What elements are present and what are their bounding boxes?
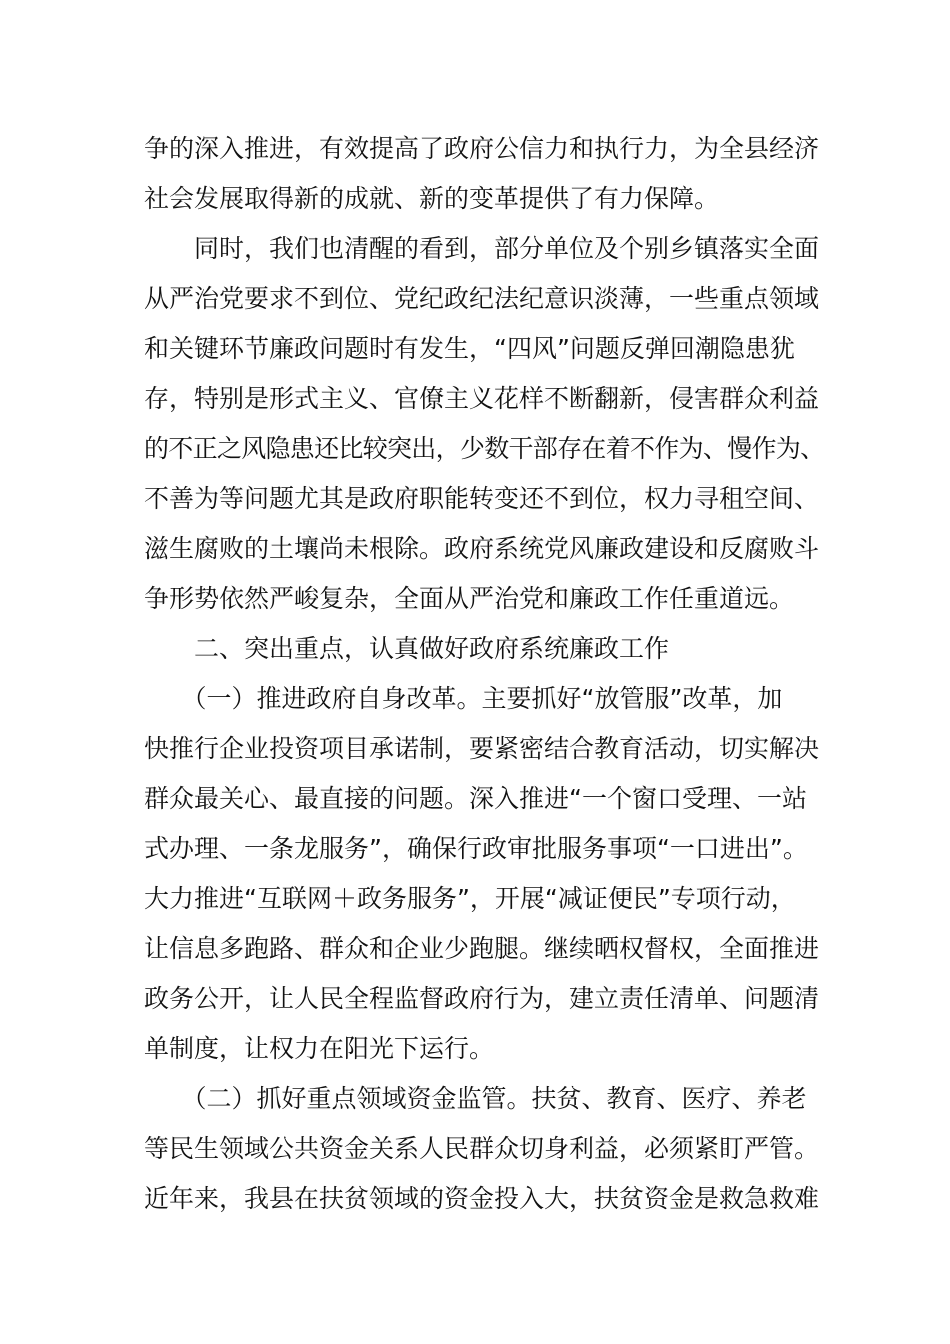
text-line: 让信息多跑路、群众和企业少跑腿。继续晒权督权，全面推进 [144, 934, 820, 963]
text-line: （二）抓好重点领域资金监管。扶贫、教育、医疗、养老 [144, 1084, 807, 1113]
text-line: 不善为等问题尤其是政府职能转变还不到位，权力寻租空间、 [144, 484, 820, 513]
text-line: 政务公开，让人民全程监督政府行为，建立责任清单、问题清 [144, 984, 820, 1013]
text-line: 近年来，我县在扶贫领域的资金投入大，扶贫资金是救急救难 [144, 1184, 820, 1213]
text-line: 存，特别是形式主义、官僚主义花样不断翻新，侵害群众利益 [144, 384, 820, 413]
text-line: 快推行企业投资项目承诺制，要紧密结合教育活动，切实解决 [144, 734, 820, 763]
text-line: 同时，我们也清醒的看到，部分单位及个别乡镇落实全面 [144, 234, 820, 263]
text-line: 争形势依然严峻复杂，全面从严治党和廉政工作任重道远。 [144, 584, 795, 613]
text-line: 争的深入推进，有效提高了政府公信力和执行力，为全县经济 [144, 134, 820, 163]
text-line: 社会发展取得新的成就、新的变革提供了有力保障。 [144, 184, 720, 213]
text-line: 式办理、一条龙服务”，确保行政审批服务事项“一口进出”。 [144, 834, 808, 863]
text-line: 和关键环节廉政问题时有发生，“四风”问题反弹回潮隐患犹 [144, 334, 795, 363]
text-line: 的不正之风隐患还比较突出，少数干部存在着不作为、慢作为、 [144, 434, 825, 463]
text-line: 从严治党要求不到位、党纪政纪法纪意识淡薄，一些重点领域 [144, 284, 820, 313]
section-heading: 二、突出重点，认真做好政府系统廉政工作 [144, 634, 670, 663]
text-line: 单制度，让权力在阳光下运行。 [144, 1034, 495, 1063]
text-line: 滋生腐败的土壤尚未根除。政府系统党风廉政建设和反腐败斗 [144, 534, 820, 563]
text-line: 大力推进“互联网＋政务服务”，开展“减证便民”专项行动， [144, 884, 796, 913]
text-line: 群众最关心、最直接的问题。深入推进“一个窗口受理、一站 [144, 784, 807, 813]
text-line: 等民生领域公共资金关系人民群众切身利益，必须紧盯严管。 [144, 1134, 820, 1163]
body-text [144, 124, 824, 1224]
text-line: （一）推进政府自身改革。主要抓好“放管服”改革，加 [144, 684, 783, 713]
